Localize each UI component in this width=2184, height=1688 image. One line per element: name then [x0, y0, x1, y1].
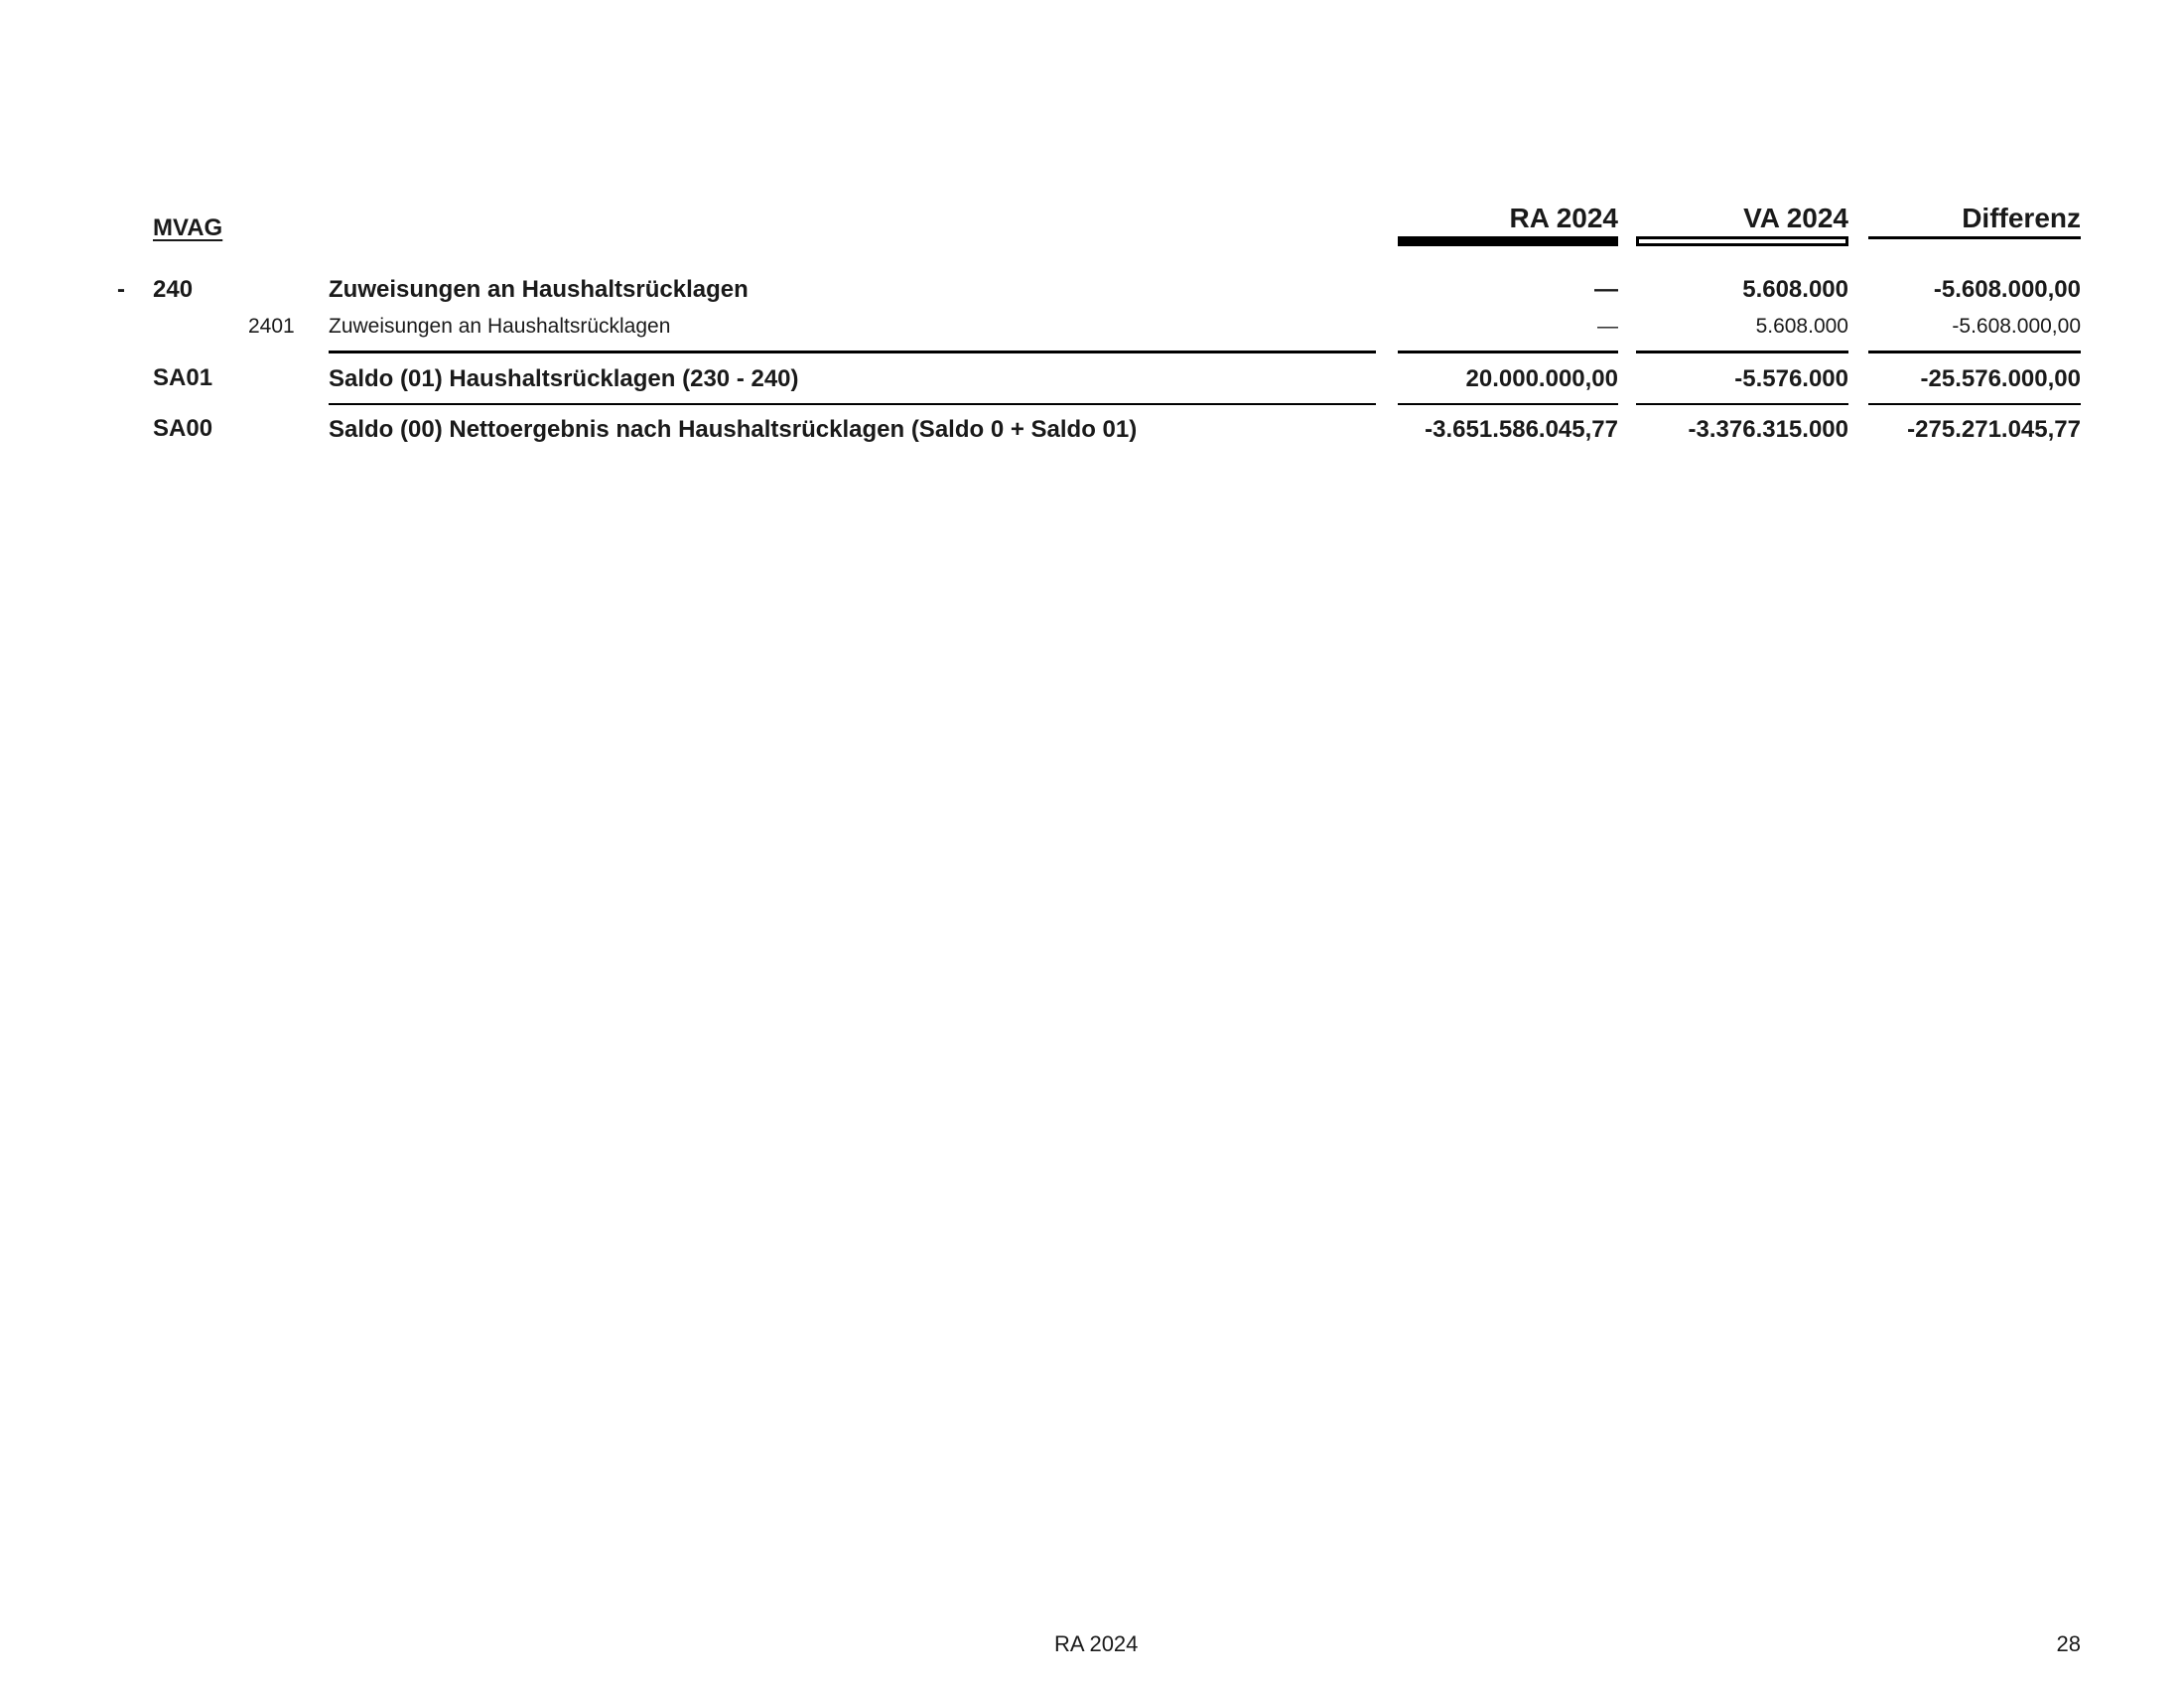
total-rule-va	[1636, 403, 1848, 405]
row-sub-code: 2401	[248, 315, 295, 338]
row-va-value: 5.608.000	[1742, 276, 1848, 303]
row-ra-value: -3.651.586.045,77	[1425, 416, 1618, 443]
row-code: 240	[153, 276, 194, 303]
row-label: Saldo (01) Haushaltsrücklagen (230 - 240)	[329, 365, 799, 392]
total-rule-ra	[1398, 403, 1618, 405]
row-code: SA00	[153, 415, 213, 442]
column-header-va-2024: VA 2024	[1743, 203, 1848, 233]
differenz-column-marker	[1868, 236, 2081, 239]
subtotal-rule-va	[1636, 351, 1848, 353]
row-sign: -	[117, 276, 125, 303]
row-code: SA01	[153, 364, 213, 391]
row-label: Zuweisungen an Haushaltsrücklagen	[329, 276, 749, 303]
mvag-column-header: MVAG	[153, 214, 223, 241]
subtotal-rule-ra	[1398, 351, 1618, 353]
row-ra-value: 20.000.000,00	[1465, 365, 1618, 392]
row-diff-value: -5.608.000,00	[1952, 315, 2081, 338]
row-label: Saldo (00) Nettoergebnis nach Haushaltsrücklagen (Saldo 0 + Saldo 01)	[329, 416, 1138, 443]
subtotal-rule-diff	[1868, 351, 2081, 353]
ra-column-marker	[1398, 236, 1618, 246]
va-column-marker	[1636, 236, 1848, 246]
row-va-value: 5.608.000	[1755, 315, 1848, 338]
subtotal-rule-label	[329, 351, 1376, 353]
column-header-ra-2024: RA 2024	[1509, 203, 1618, 233]
row-diff-value: -275.271.045,77	[1907, 416, 2081, 443]
row-ra-value: —	[1597, 315, 1618, 338]
total-rule-label	[329, 403, 1376, 405]
row-label: Zuweisungen an Haushaltsrücklagen	[329, 315, 671, 338]
row-ra-value: —	[1594, 276, 1618, 303]
page-number: 28	[2056, 1631, 2081, 1656]
row-va-value: -3.376.315.000	[1688, 416, 1848, 443]
row-diff-value: -25.576.000,00	[1920, 365, 2081, 392]
row-diff-value: -5.608.000,00	[1933, 276, 2081, 303]
footer-report-name: RA 2024	[1054, 1631, 1139, 1656]
total-rule-diff	[1868, 403, 2081, 405]
row-va-value: -5.576.000	[1734, 365, 1848, 392]
column-header-differenz: Differenz	[1962, 203, 2081, 233]
